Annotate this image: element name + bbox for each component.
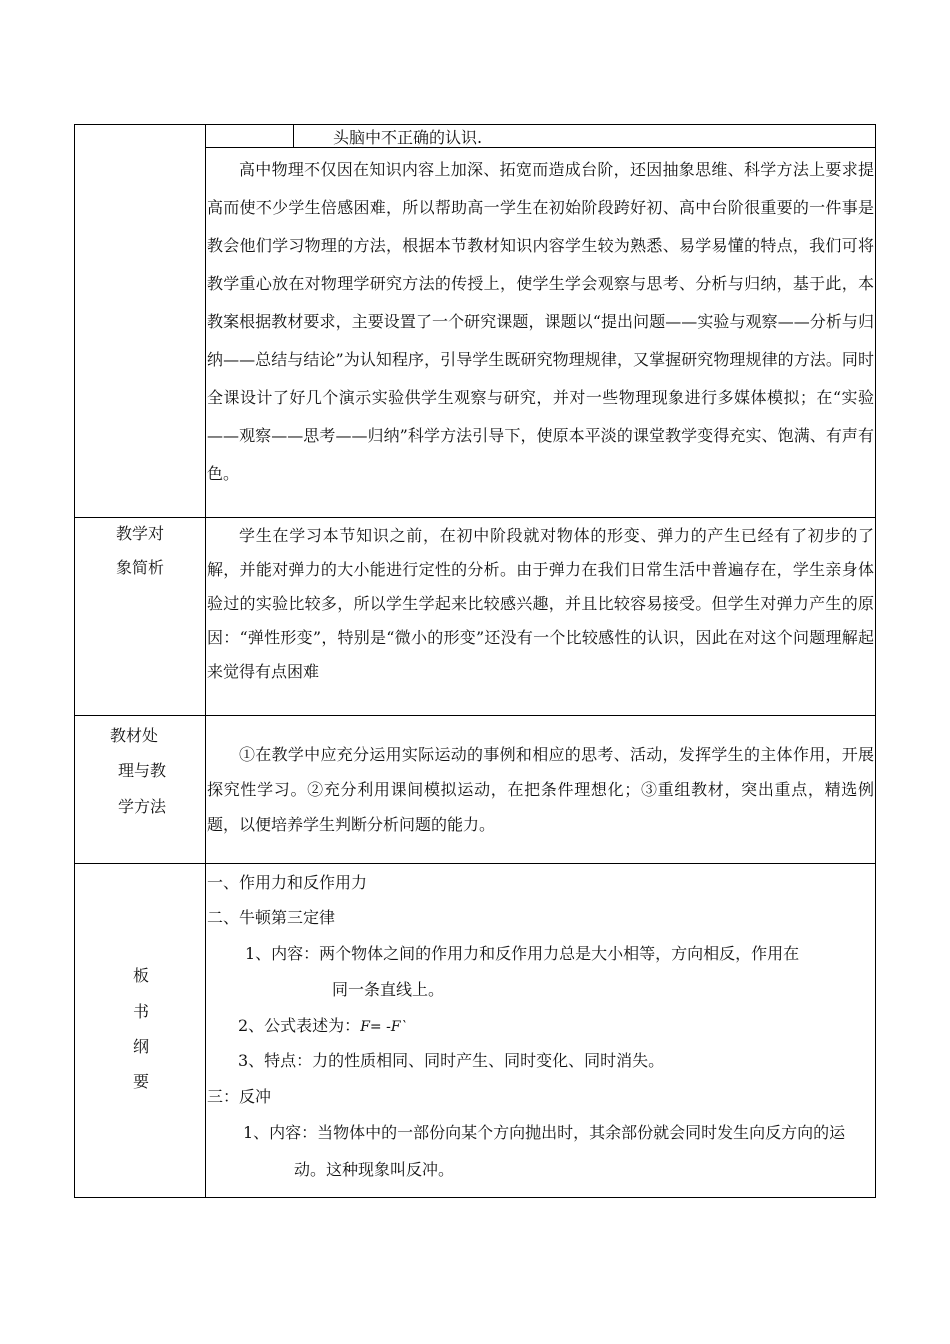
row-rule-2 [74,715,876,716]
method-label-line1: 教材处 [110,726,159,745]
formula: F= -F` [360,1019,408,1035]
row-rule-1 [74,517,876,518]
student-analysis-label-line1: 教学对 [116,524,165,543]
board-line-2: 二、牛顿第三定律 [207,908,336,927]
student-analysis-text: 学生在学习本节知识之前，在初中阶段就对物体的形变、弹力的产生已经有了初步的了解，并能对弹力的大小能进行定性的分析。由于弹力在我们日常生活中普遍存在，学生亲身体验过的实验比较多，所以学生学起来比较感兴趣，并且比较容易接受。但学生对弹力产生的原因：“弹性形变”，特别是“微小的形变”还没有一个比较感性的认识，因此在对这个问题理解起来觉得有点困难 [207,526,874,681]
student-analysis-label-line2: 象简析 [116,558,165,577]
top-row-inner-divider [293,124,294,147]
board-line-3: 1、内容：两个物体之间的作用力和反作用力总是大小相等，方向相反，作用在 [245,944,800,963]
board-line-9: 动。这种现象叫反冲。 [294,1160,455,1179]
method-paragraph [207,737,874,842]
top-row-bottom-rule [205,147,876,148]
board-line-6: 3、特点：力的性质相同、同时产生、同时变化、同时消失。 [238,1051,665,1070]
method-label-line2: 理与教 [118,761,167,780]
method-label-line3: 学方法 [118,797,167,816]
method-text: ①在教学中应充分运用实际运动的事例和相应的思考、活动，发挥学生的主体作用，开展探究性学习。②充分利用课间模拟运动，在把条件理想化；③重组教材，突出重点，精选例题，以便培养学生判断分析问题的能力。 [207,745,874,834]
board-line-7: 三：反冲 [207,1087,272,1106]
intro-paragraph [207,151,874,493]
board-line-4: 同一条直线上。 [332,980,445,999]
board-line-5 [238,1016,408,1037]
board-label-char-2: 书 [133,1002,150,1021]
board-line-8: 1、内容：当物体中的一部份向某个方向抛出时，其余部份就会同时发生向反方向的运 [243,1123,846,1142]
board-line-1: 一、作用力和反作用力 [207,873,368,892]
row-rule-3 [74,863,876,864]
board-label-char-3: 纲 [133,1037,150,1056]
formula-prefix: 2、公式表述为： [238,1016,361,1035]
student-analysis-paragraph [207,519,874,689]
top-row-text: 头脑中不正确的认识. [333,128,483,147]
intro-paragraph-text: 高中物理不仅因在知识内容上加深、拓宽而造成台阶，还因抽象思维、科学方法上要求提高而使不少学生倍感困难，所以帮助高一学生在初始阶段跨好初、高中台阶很重要的一件事是教会他们学习物理的方法，根据本节教材知识内容学生较为熟悉、易学易懂的特点，我们可将教学重心放在对物理学研究方法的传授上，使学生学会观察与思考、分析与归纳，基于此，本教案根据教材要求，主要设置了一个研究课题，课题以“提出问题——实验与观察——分析与归纳——总结与结论”为认知程序，引导学生既研究物理规律，又掌握研究物理规律的方法。同时全课设计了好几个演示实验供学生观察与研究，并对一些物理现象进行多媒体模拟；在“实验——观察——思考——归纳”科学方法引导下，使原本平淡的课堂教学变得充实、饱满、有声有色。 [207,160,874,483]
board-label-char-1: 板 [133,966,150,985]
board-label-char-4: 要 [133,1072,150,1091]
column-divider [205,124,206,1198]
